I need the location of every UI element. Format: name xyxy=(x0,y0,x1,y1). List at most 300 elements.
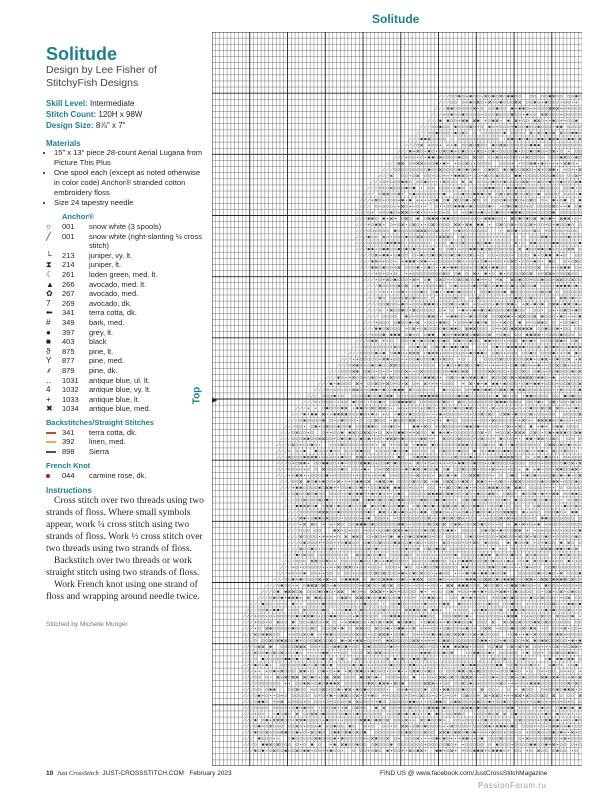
grid-mark xyxy=(477,511,479,513)
grid-mark xyxy=(556,511,558,513)
grid-mark xyxy=(345,389,347,391)
grid-mark xyxy=(473,211,475,213)
grid-mark xyxy=(326,425,328,427)
grid-mark xyxy=(364,395,366,397)
grid-mark xyxy=(515,334,517,336)
grid-mark xyxy=(568,211,570,213)
grid-mark xyxy=(537,328,539,330)
grid-mark xyxy=(530,211,532,213)
grid-mark xyxy=(575,425,577,427)
grid-mark xyxy=(455,322,456,323)
grid-mark xyxy=(349,542,351,544)
grid-mark xyxy=(485,334,487,336)
grid-mark xyxy=(466,327,468,329)
grid-mark xyxy=(504,425,506,427)
grid-mark xyxy=(496,554,498,556)
grid-mark xyxy=(560,542,562,544)
grid-mark xyxy=(386,450,388,452)
grid-mark xyxy=(481,352,483,354)
grid-mark xyxy=(530,474,532,476)
grid-mark xyxy=(534,230,536,232)
grid-mark xyxy=(386,321,388,323)
grid-mark xyxy=(405,187,407,189)
grid-mark xyxy=(402,548,404,550)
grid-mark xyxy=(545,376,547,378)
grid-mark xyxy=(485,474,487,476)
grid-mark xyxy=(541,101,543,103)
grid-mark xyxy=(424,517,426,519)
grid-mark xyxy=(556,334,558,336)
grid-mark xyxy=(515,205,517,207)
grid-mark xyxy=(541,560,543,562)
grid-mark xyxy=(481,150,483,152)
grid-mark xyxy=(413,187,415,189)
grid-mark xyxy=(360,205,363,208)
grid-mark xyxy=(466,511,468,513)
grid-mark xyxy=(534,187,536,189)
grid-mark xyxy=(560,266,562,268)
grid-mark xyxy=(402,474,404,476)
grid-mark xyxy=(549,107,551,109)
grid-mark xyxy=(428,261,429,262)
grid-mark xyxy=(470,224,472,226)
grid-mark xyxy=(552,444,554,446)
grid-mark xyxy=(398,462,400,464)
grid-mark xyxy=(390,364,392,366)
grid-mark xyxy=(485,462,487,464)
grid-mark xyxy=(342,389,343,390)
grid-mark xyxy=(390,505,392,507)
grid-mark xyxy=(500,217,502,219)
grid-mark xyxy=(534,132,535,133)
grid-mark xyxy=(541,352,543,354)
grid-mark xyxy=(493,475,494,476)
grid-mark xyxy=(481,248,483,250)
grid-mark xyxy=(307,407,309,409)
grid-mark xyxy=(549,205,551,207)
grid-mark xyxy=(481,468,483,470)
grid-mark xyxy=(443,431,445,433)
grid-mark xyxy=(334,524,335,525)
grid-mark xyxy=(511,462,513,464)
grid-mark xyxy=(473,168,475,170)
grid-mark xyxy=(425,542,426,543)
grid-mark xyxy=(454,566,456,568)
grid-mark xyxy=(398,279,400,281)
grid-mark xyxy=(375,395,377,397)
grid-mark xyxy=(409,199,411,201)
grid-mark xyxy=(481,499,483,501)
grid-mark xyxy=(579,530,581,532)
grid-mark xyxy=(402,279,404,281)
grid-mark xyxy=(526,346,528,348)
grid-mark xyxy=(466,389,468,391)
floss-key xyxy=(46,222,206,414)
grid-mark xyxy=(568,156,570,158)
grid-mark xyxy=(428,425,430,427)
grid-mark xyxy=(496,456,498,458)
grid-mark xyxy=(534,414,535,415)
grid-mark xyxy=(420,572,422,574)
grid-mark xyxy=(511,493,513,495)
grid-mark xyxy=(417,389,419,391)
grid-mark xyxy=(405,230,407,232)
grid-mark xyxy=(545,493,547,495)
grid-mark xyxy=(473,327,475,329)
grid-mark xyxy=(432,401,434,403)
grid-mark xyxy=(405,407,407,409)
grid-mark xyxy=(477,364,479,366)
grid-mark xyxy=(462,291,464,293)
grid-mark xyxy=(575,511,577,513)
grid-mark xyxy=(575,279,577,281)
grid-mark xyxy=(542,310,543,311)
grid-mark xyxy=(337,419,339,421)
grid-mark xyxy=(334,480,336,482)
grid-mark xyxy=(481,266,483,268)
grid-mark xyxy=(519,450,521,452)
grid-mark xyxy=(417,236,419,238)
grid-mark xyxy=(541,542,543,544)
grid-mark xyxy=(413,162,415,164)
grid-mark xyxy=(395,518,396,519)
grid-mark xyxy=(394,358,396,360)
grid-mark xyxy=(541,505,543,507)
grid-mark xyxy=(284,437,287,440)
grid-mark xyxy=(379,260,381,262)
grid-mark xyxy=(409,517,411,519)
grid-mark xyxy=(519,248,521,250)
grid-mark xyxy=(356,554,358,556)
grid-mark xyxy=(568,560,570,562)
grid-mark xyxy=(395,414,396,415)
grid-mark xyxy=(470,548,472,550)
grid-mark xyxy=(356,450,358,452)
grid-mark xyxy=(519,444,521,446)
grid-mark xyxy=(526,327,528,329)
grid-mark xyxy=(428,499,430,501)
grid-mark xyxy=(303,432,305,434)
grid-mark xyxy=(413,456,415,458)
grid-mark xyxy=(469,376,471,378)
grid-mark xyxy=(530,144,532,146)
grid-mark xyxy=(379,297,381,299)
grid-mark xyxy=(417,211,419,213)
grid-mark xyxy=(451,145,452,146)
grid-mark xyxy=(504,487,506,489)
grid-mark xyxy=(315,450,317,452)
grid-mark xyxy=(515,413,517,415)
grid-mark xyxy=(560,572,562,574)
grid-mark xyxy=(507,529,509,531)
grid-mark xyxy=(511,181,513,183)
grid-mark xyxy=(470,291,472,293)
grid-mark xyxy=(424,138,426,140)
grid-mark xyxy=(443,383,445,385)
grid-mark xyxy=(303,511,305,513)
grid-mark xyxy=(390,193,392,195)
grid-mark xyxy=(458,542,460,544)
grid-mark xyxy=(466,95,468,97)
grid-mark xyxy=(334,432,336,434)
grid-mark xyxy=(375,309,378,312)
grid-mark xyxy=(526,291,528,293)
grid-mark xyxy=(428,126,431,129)
grid-mark xyxy=(326,474,328,476)
grid-mark xyxy=(496,499,498,501)
grid-mark xyxy=(541,224,543,226)
grid-mark xyxy=(572,475,573,476)
grid-mark xyxy=(391,236,392,237)
grid-mark xyxy=(458,340,460,342)
grid-mark xyxy=(383,279,385,281)
grid-mark xyxy=(394,315,396,317)
grid-mark xyxy=(439,260,441,262)
grid-mark xyxy=(367,315,370,318)
grid-mark xyxy=(553,175,555,177)
grid-mark xyxy=(504,297,506,299)
grid-mark xyxy=(292,548,295,551)
grid-mark xyxy=(515,517,517,519)
grid-mark xyxy=(386,260,388,262)
grid-mark xyxy=(304,456,306,458)
grid-mark xyxy=(383,328,385,330)
grid-mark xyxy=(337,480,339,482)
key-row xyxy=(46,437,137,447)
grid-mark xyxy=(515,150,517,152)
grid-mark xyxy=(568,187,570,189)
grid-mark xyxy=(549,218,551,220)
grid-mark xyxy=(405,542,407,544)
grid-mark xyxy=(537,499,539,501)
grid-mark xyxy=(435,352,437,354)
grid-mark xyxy=(477,346,479,348)
grid-mark xyxy=(409,431,411,433)
grid-mark xyxy=(546,340,547,341)
symbol-icon: ✿ xyxy=(46,289,53,299)
grid-mark xyxy=(477,334,479,336)
grid-mark xyxy=(379,309,381,311)
grid-mark xyxy=(537,450,539,452)
grid-mark xyxy=(417,370,419,372)
grid-mark xyxy=(409,217,411,219)
grid-mark xyxy=(545,566,547,568)
grid-mark xyxy=(383,248,385,250)
grid-mark xyxy=(522,419,524,421)
grid-mark xyxy=(564,206,565,207)
grid-mark xyxy=(398,370,400,372)
grid-mark xyxy=(424,407,426,409)
grid-mark xyxy=(568,523,570,525)
grid-mark xyxy=(560,426,562,428)
grid-mark xyxy=(485,505,486,506)
grid-mark xyxy=(462,126,464,128)
grid-mark xyxy=(560,370,562,372)
grid-mark xyxy=(364,248,367,251)
grid-mark xyxy=(477,101,479,103)
grid-mark xyxy=(455,523,457,525)
grid-mark xyxy=(334,389,336,391)
grid-mark xyxy=(459,359,460,360)
grid-mark xyxy=(375,260,377,262)
grid-mark xyxy=(485,352,487,354)
grid-mark xyxy=(296,487,298,489)
grid-mark xyxy=(549,95,551,97)
grid-mark xyxy=(511,340,513,342)
grid-mark xyxy=(481,193,483,195)
grid-mark xyxy=(478,261,479,262)
grid-mark xyxy=(553,126,554,127)
grid-mark xyxy=(402,248,404,250)
grid-mark xyxy=(451,395,453,397)
grid-mark xyxy=(575,181,577,183)
grid-mark xyxy=(462,377,464,379)
grid-mark xyxy=(371,456,373,458)
grid-mark xyxy=(379,572,381,574)
grid-mark xyxy=(436,493,438,495)
grid-mark xyxy=(285,578,287,580)
grid-mark xyxy=(424,162,426,164)
grid-mark xyxy=(538,163,539,164)
grid-mark xyxy=(386,542,388,544)
grid-mark xyxy=(488,358,490,360)
grid-mark xyxy=(571,340,573,342)
grid-mark xyxy=(541,322,543,324)
grid-mark xyxy=(439,370,441,372)
grid-mark xyxy=(394,181,396,183)
grid-mark xyxy=(288,511,291,514)
grid-mark xyxy=(383,493,385,495)
grid-mark xyxy=(473,193,475,195)
grid-mark xyxy=(436,181,437,182)
grid-mark xyxy=(352,346,355,349)
grid-mark xyxy=(360,254,363,257)
grid-mark xyxy=(477,187,479,189)
grid-mark xyxy=(417,255,418,256)
grid-mark xyxy=(515,260,517,262)
grid-mark xyxy=(488,236,490,238)
grid-mark xyxy=(356,340,359,343)
grid-mark xyxy=(556,224,558,226)
grid-mark xyxy=(504,113,506,115)
grid-mark xyxy=(326,395,328,397)
grid-mark xyxy=(413,499,415,501)
grid-mark xyxy=(315,462,317,464)
grid-mark xyxy=(315,523,317,525)
grid-mark xyxy=(424,358,426,360)
grid-mark xyxy=(371,358,373,360)
grid-mark xyxy=(428,193,430,195)
grid-mark xyxy=(537,303,539,305)
grid-mark xyxy=(522,144,524,146)
grid-mark xyxy=(458,236,460,238)
grid-mark xyxy=(511,346,513,348)
floss-name: terra cotta, dk. xyxy=(89,308,137,318)
grid-mark xyxy=(379,456,381,458)
grid-mark xyxy=(375,474,377,476)
grid-mark xyxy=(462,481,464,483)
grid-mark xyxy=(402,432,404,434)
grid-mark xyxy=(481,285,483,287)
grid-mark xyxy=(556,199,558,201)
grid-mark xyxy=(579,260,581,262)
grid-mark xyxy=(485,309,487,311)
grid-mark xyxy=(458,438,460,440)
grid-mark xyxy=(394,273,396,275)
grid-mark xyxy=(538,144,540,146)
grid-mark xyxy=(492,517,494,519)
grid-mark xyxy=(420,480,422,482)
grid-mark xyxy=(458,321,460,323)
key-row xyxy=(46,318,206,328)
grid-mark xyxy=(349,456,351,458)
grid-mark xyxy=(311,499,313,501)
grid-mark xyxy=(493,304,494,305)
grid-mark xyxy=(462,407,464,409)
grid-mark xyxy=(417,493,419,495)
grid-mark xyxy=(519,199,521,201)
grid-mark xyxy=(571,529,573,531)
grid-mark xyxy=(504,199,506,201)
grid-mark xyxy=(549,328,551,330)
grid-mark xyxy=(496,107,498,109)
grid-mark xyxy=(413,480,415,482)
grid-mark xyxy=(462,529,464,531)
grid-mark xyxy=(530,364,532,366)
grid-mark xyxy=(432,548,434,550)
grid-mark xyxy=(398,224,400,226)
grid-mark xyxy=(526,175,528,177)
grid-mark xyxy=(507,468,509,470)
grid-mark xyxy=(401,150,404,153)
grid-mark xyxy=(402,493,404,495)
grid-mark xyxy=(519,163,520,164)
grid-mark xyxy=(459,505,460,506)
grid-mark xyxy=(542,463,543,464)
grid-mark xyxy=(557,573,558,574)
grid-mark xyxy=(545,193,547,195)
grid-mark xyxy=(315,572,317,574)
grid-mark xyxy=(360,413,362,415)
grid-mark xyxy=(538,523,540,525)
grid-mark xyxy=(345,554,347,556)
grid-mark xyxy=(402,346,404,348)
grid-mark xyxy=(523,175,524,176)
grid-mark xyxy=(462,175,464,177)
grid-mark xyxy=(466,107,468,109)
grid-mark xyxy=(515,420,516,421)
grid-mark xyxy=(534,334,536,336)
grid-mark xyxy=(545,474,547,476)
grid-mark xyxy=(451,438,453,440)
grid-mark xyxy=(477,456,479,458)
grid-mark xyxy=(368,457,369,458)
grid-mark xyxy=(349,548,351,550)
grid-mark xyxy=(564,364,566,366)
grid-mark xyxy=(485,273,487,275)
grid-mark xyxy=(326,401,328,403)
grid-mark xyxy=(307,511,309,513)
grid-mark xyxy=(485,365,486,366)
grid-mark xyxy=(379,352,381,354)
grid-mark xyxy=(322,419,324,421)
grid-mark xyxy=(386,168,389,171)
grid-mark xyxy=(553,474,555,476)
grid-mark xyxy=(473,358,475,360)
grid-mark xyxy=(488,279,490,281)
grid-mark xyxy=(541,407,543,409)
grid-mark xyxy=(413,468,415,470)
